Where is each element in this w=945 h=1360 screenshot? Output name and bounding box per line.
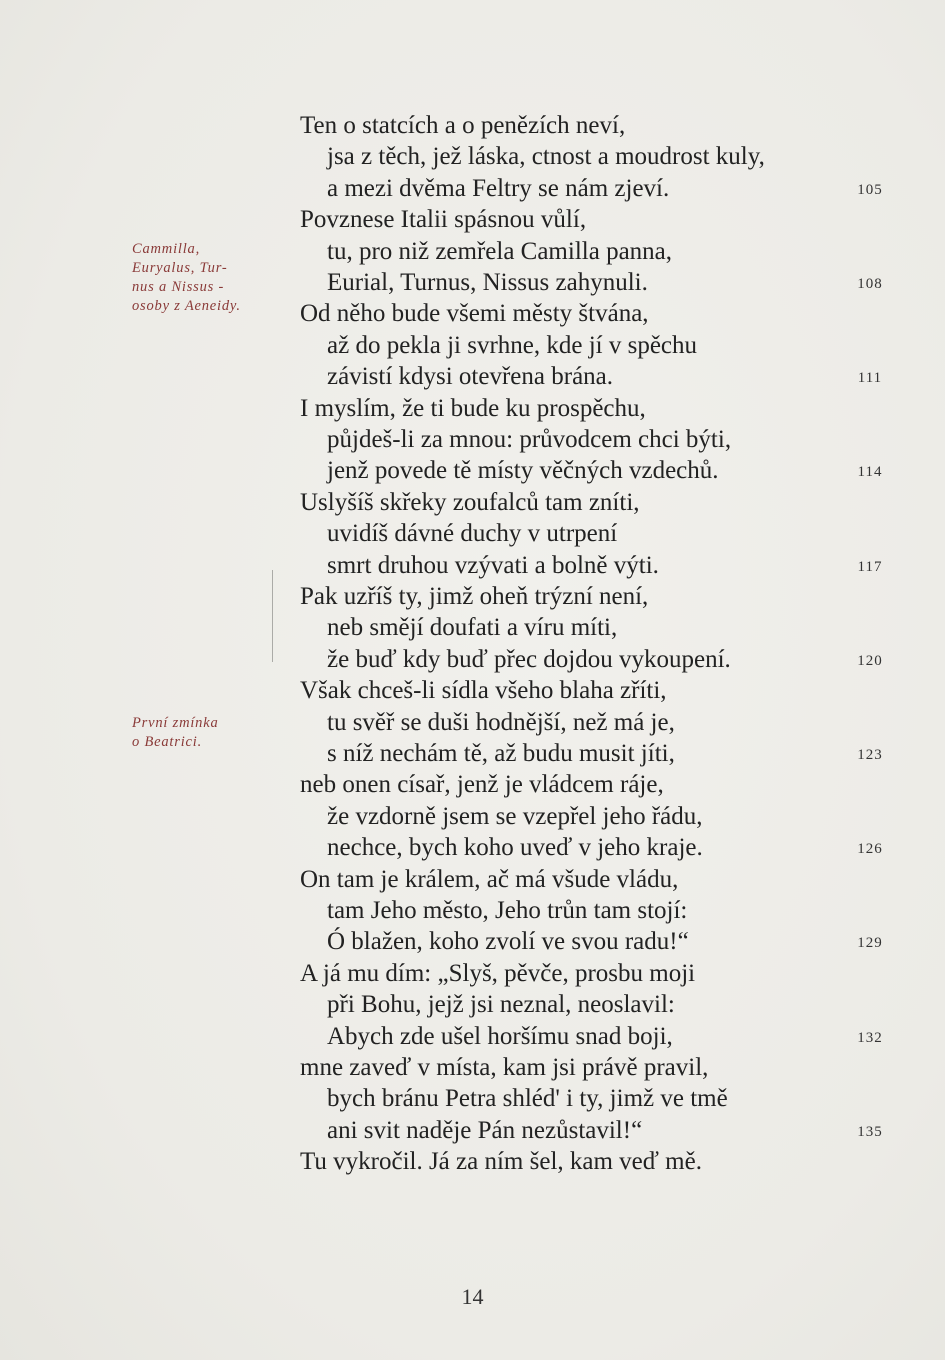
- verse-line: Tu vykročil. Já za ním šel, kam veď mě.: [300, 1148, 702, 1176]
- verse-line: Ten o statcích a o penězích neví,: [300, 112, 626, 139]
- verse-line: půjdeš-li za mnou: průvodcem chci býti,: [327, 426, 732, 453]
- verse-line: ani svit naděje Pán nezůstavil!“: [327, 1116, 643, 1144]
- margin-note-line: Cammilla,: [132, 241, 201, 257]
- verse-line: neb smějí doufati a víru míti,: [327, 614, 618, 642]
- margin-note-beatrice: [132, 714, 272, 752]
- verse-line: Uslyšíš skřeky zoufalců tam zníti,: [300, 488, 640, 516]
- verse-line: Od něho bude všemi městy štvána,: [300, 300, 649, 328]
- line-number: 111: [857, 370, 883, 387]
- line-number: 120: [857, 652, 883, 669]
- line-number: 123: [857, 747, 883, 763]
- verse-line: tu, pro niž zemřela Camilla panna,: [327, 237, 673, 265]
- line-number: 117: [857, 558, 883, 575]
- verse-line: tu svěř se duši hodnější, než má je,: [327, 708, 675, 736]
- margin-note-aeneid: [132, 240, 272, 316]
- verse-line: Povznese Italii spásnou vůlí,: [300, 206, 587, 234]
- verse-line: Eurial, Turnus, Nissus zahynuli.: [327, 269, 648, 296]
- verse-line: smrt druhou vzývati a bolně výti.: [327, 551, 659, 579]
- line-number: 105: [857, 181, 883, 198]
- verse-line: že vzdorně jsem se vzepřel jeho řádu,: [327, 802, 703, 830]
- line-number: 126: [857, 841, 883, 858]
- margin-note-line: osoby z Aeneidy.: [132, 298, 241, 314]
- line-number: 132: [857, 1029, 883, 1046]
- verse-line: bych bránu Petra shléd' i ty, jimž ve tmě: [327, 1085, 728, 1113]
- verse-line: mne zaveď v místa, kam jsi právě pravil,: [300, 1054, 709, 1081]
- verse-line: I myslím, že ti bude ku prospěchu,: [300, 394, 646, 422]
- margin-note-line: První zmínka: [132, 715, 219, 731]
- verse-line: že buď kdy buď přec dojdou vykoupení.: [327, 645, 731, 673]
- margin-note-line: nus a Nissus -: [132, 279, 225, 295]
- verse-line: jsa z těch, jež láska, ctnost a moudrost kuly,: [327, 143, 765, 171]
- verse-line: On tam je králem, ač má všude vládu,: [300, 865, 679, 893]
- verse-line: Abych zde ušel horšímu snad boji,: [327, 1022, 673, 1050]
- verse-line: Však chceš-li sídla všeho blaha zříti,: [300, 677, 667, 705]
- line-number: 108: [857, 276, 883, 292]
- verse-line: neb onen císař, jenž je vládcem ráje,: [300, 771, 664, 799]
- margin-note-line: Euryalus, Tur-: [132, 260, 228, 276]
- verse-line: při Bohu, jejž jsi neznal, neoslavil:: [327, 991, 675, 1019]
- verse-line: až do pekla ji svrhne, kde jí v spěchu: [327, 331, 698, 359]
- verse-line: uvidíš dávné duchy v utrpení: [327, 520, 618, 548]
- verse-line: Pak uzříš ty, jimž oheň trýzní není,: [300, 583, 649, 610]
- line-number: 114: [857, 464, 883, 481]
- verse-line: tam Jeho město, Jeho trůn tam stojí:: [327, 897, 688, 924]
- verse-line: nechce, bych koho uveď v jeho kraje.: [327, 834, 703, 862]
- line-number: 129: [857, 935, 883, 952]
- verse-line: a mezi dvěma Feltry se nám zjeví.: [327, 174, 670, 202]
- verse-line: s níž nechám tě, až budu musit jíti,: [327, 740, 675, 767]
- verse-line: jenž povede tě místy věčných vzdechů.: [327, 457, 719, 485]
- margin-note-line: o Beatrici.: [132, 734, 203, 750]
- pencil-margin-mark: [272, 570, 273, 662]
- page-number: 14: [461, 1284, 484, 1309]
- verse-line: závistí kdysi otevřena brána.: [327, 363, 614, 391]
- verse-line: A já mu dím: „Slyš, pěvče, prosbu moji: [300, 959, 696, 987]
- verse-line: Ó blažen, koho zvolí ve svou radu!“: [327, 928, 689, 956]
- line-number: 135: [857, 1123, 883, 1140]
